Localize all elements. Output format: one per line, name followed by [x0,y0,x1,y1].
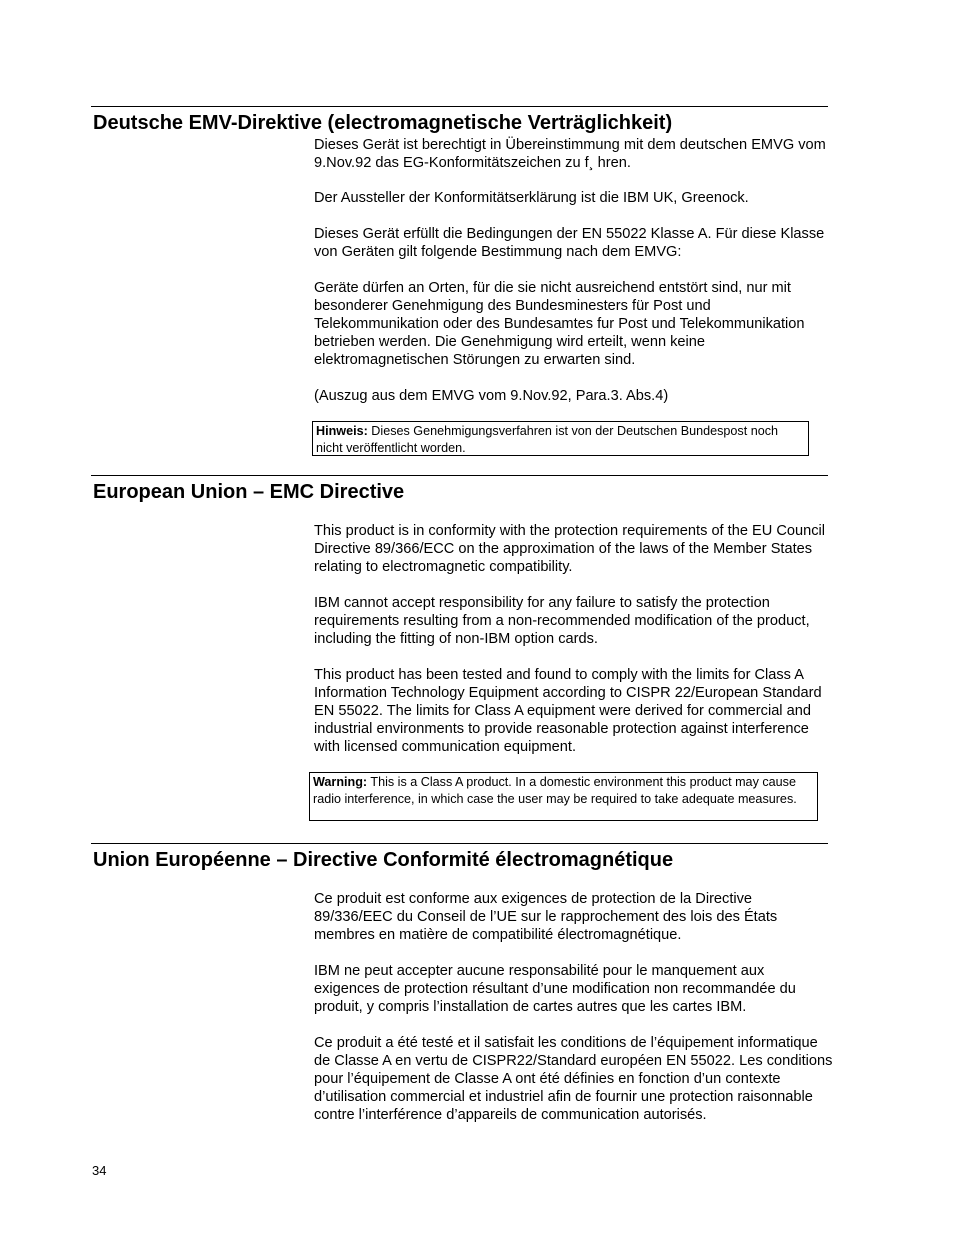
paragraph: Der Aussteller der Konformitätserklärung ist die IBM UK, Greenock. [314,190,749,206]
paragraph: This product is in conformity with the protection requirements of the EU Council Directive 89/366/ECC on the approximation of the laws of the Member States relating to electromagnetic compatibility. [314,523,826,575]
paragraph: Ce produit a été testé et il satisfait les conditions de l’équipement informatique de Classe A en vertu de CISPR22/Standard européen EN 55022. Les conditions pour l’équipement de Classe A ont été définies en fonction d’un contexte d’utilisation commercial et industriel afin de fournir une protection raisonnable contre l’interférence d’appareils de communication autorisés. [314,1035,833,1123]
section-heading: Union Européenne – Directive Conformité électromagnétique [93,849,674,871]
section-rule [91,475,828,476]
section-heading: European Union – EMC Directive [93,481,405,503]
paragraph: Ce produit est conforme aux exigences de protection de la Directive 89/336/EEC du Conseil de l’UE sur le rapprochement des lois des États membres en matière de compatibilité électromagnétique. [314,891,778,943]
note-text: Dieses Genehmigungsverfahren ist von der Deutschen Bundespost noch nicht veröffentlicht worden. [316,424,779,455]
note-text: This is a Class A product. In a domestic environment this product may cause radio interference, in which case the user may be required to take adequate measures. [313,775,797,806]
paragraph: (Auszug aus dem EMVG vom 9.Nov.92, Para.3. Abs.4) [314,388,669,404]
paragraph: Dieses Gerät ist berechtigt in Übereinstimmung mit dem deutschen EMVG vom 9.Nov.92 das EG-Konformitätszeichen zu f¸ hren. [314,137,826,171]
note-box [309,772,818,821]
paragraph: IBM cannot accept responsibility for any failure to satisfy the protection requirements resulting from a non-recommended modification of the product, including the fitting of non-IBM option cards. [314,595,810,647]
page-number: 34 [92,1163,107,1178]
note-label: Warning: [313,775,368,789]
paragraph: Geräte dürfen an Orten, für die sie nicht ausreichend entstört sind, nur mit besonderer Genehmigung des Bundesminesters für Post und Telekommunikation oder des Bundesamtes fur Post und Telekommunikation betrieben werden. Die Genehmigung wird erteilt, wenn keine elektromagnetischen Störungen zu erwarten sind. [314,280,805,368]
section-rule [91,106,828,107]
paragraph: This product has been tested and found to comply with the limits for Class A Information Technology Equipment according to CISPR 22/European Standard EN 55022. The limits for Class A equipment were derived for commercial and industrial environments to provide reasonable protection against interference with licensed communication equipment. [314,667,822,755]
section-rule [91,843,828,844]
paragraph: Dieses Gerät erfüllt die Bedingungen der EN 55022 Klasse A. Für diese Klasse von Geräten gilt folgende Bestimmung nach dem EMVG: [314,226,825,260]
section-heading: Deutsche EMV-Direktive (electromagnetische Verträglichkeit) [93,112,673,134]
paragraph: IBM ne peut accepter aucune responsabilité pour le manquement aux exigences de protection résultant d’une modification non recommandée du produit, y compris l’installation de cartes autres que les cartes IBM. [314,963,796,1015]
note-label: Hinweis: [316,424,368,438]
note-box [312,421,809,456]
